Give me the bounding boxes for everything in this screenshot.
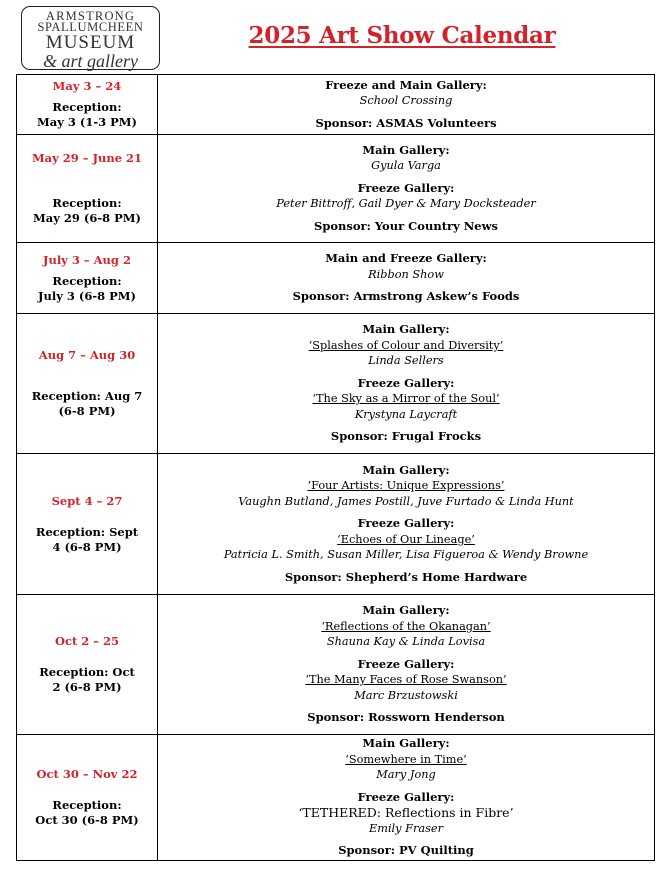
sponsor: Sponsor: Your Country News	[314, 218, 498, 233]
show-dates: Oct 2 – 25	[54, 634, 120, 648]
show-calendar-table	[16, 74, 655, 861]
gallery-label: Freeze Gallery:	[357, 516, 455, 531]
sponsor: Sponsor: ASMAS Volunteers	[315, 115, 497, 130]
gallery-label: Main Gallery:	[362, 142, 450, 157]
gallery-label: Freeze Gallery:	[357, 656, 455, 671]
reception-label: Reception:	[52, 798, 122, 812]
show-dates: Sept 4 – 27	[51, 493, 123, 508]
gallery-artist: Linda Sellers	[368, 354, 444, 368]
gallery-label: Main Gallery:	[362, 736, 450, 751]
gallery-label: Freeze Gallery:	[357, 789, 455, 804]
reception-time: Reception: Aug 7 (6-8 PM)	[31, 389, 143, 418]
reception-time: Reception: Oct 2 (6-8 PM)	[39, 665, 135, 694]
exhibition-title: ‘The Sky as a Mirror of the Soul’	[312, 392, 500, 406]
sponsor: Sponsor: Rossworn Henderson	[307, 710, 505, 725]
exhibition-title: ‘Echoes of Our Lineage’	[337, 532, 475, 546]
date-cell	[17, 314, 158, 454]
gallery-artist: Gyula Varga	[371, 159, 441, 173]
gallery-artist: School Crossing	[359, 94, 453, 108]
gallery-label: Freeze and Main Gallery:	[325, 77, 487, 92]
museum-logo	[21, 6, 160, 70]
reception-label: Reception:	[52, 273, 122, 288]
reception-time: Reception: Sept 4 (6-8 PM)	[35, 524, 139, 554]
date-cell	[17, 75, 158, 135]
logo-line-armstrong: ARMSTRONG	[45, 9, 136, 23]
exhibition-title: ‘Reflections of the Okanagan’	[321, 619, 491, 633]
table-row	[17, 135, 655, 243]
gallery-artist: Ribbon Show	[368, 267, 444, 281]
sponsor: Sponsor: Armstrong Askew’s Foods	[292, 289, 520, 304]
sponsor: Sponsor: Shepherd’s Home Hardware	[284, 569, 528, 584]
logo-line-art-gallery: & art gallery	[43, 51, 138, 71]
reception-time: July 3 (6-8 PM)	[38, 288, 136, 303]
table-row	[17, 735, 655, 861]
reception-label: Reception:	[52, 100, 122, 114]
show-dates: May 29 – June 21	[31, 151, 143, 165]
gallery-label: Freeze Gallery:	[357, 180, 455, 195]
gallery-cell	[158, 314, 655, 454]
date-cell	[17, 454, 158, 595]
exhibition-title: ‘TETHERED: Reflections in Fibre’	[298, 805, 514, 821]
gallery-cell	[158, 75, 655, 135]
date-cell	[17, 595, 158, 735]
table-row	[17, 314, 655, 454]
reception-time: Oct 30 (6-8 PM)	[35, 813, 139, 827]
gallery-cell	[158, 243, 655, 314]
gallery-artist: Emily Fraser	[368, 821, 443, 835]
page-title: 2025 Art Show Calendar	[248, 22, 556, 49]
gallery-cell	[158, 595, 655, 735]
reception-time: May 29 (6-8 PM)	[33, 211, 141, 225]
gallery-label: Main Gallery:	[362, 603, 450, 618]
reception-time: May 3 (1-3 PM)	[37, 115, 137, 129]
logo-line-museum: MUSEUM	[45, 32, 136, 53]
gallery-artist: Patricia L. Smith, Susan Miller, Lisa Figueroa & Wendy Browne	[223, 548, 589, 562]
gallery-label: Main Gallery:	[362, 462, 450, 477]
gallery-cell	[158, 454, 655, 595]
exhibition-title: ‘The Many Faces of Rose Swanson’	[305, 673, 507, 687]
gallery-artist: Marc Brzustowski	[354, 688, 458, 702]
table-row	[17, 75, 655, 135]
exhibition-title: ‘Splashes of Colour and Diversity’	[308, 338, 504, 352]
gallery-label: Freeze Gallery:	[357, 375, 455, 390]
gallery-artist: Krystyna Laycraft	[354, 407, 458, 421]
table-row	[17, 243, 655, 314]
gallery-artist: Shauna Kay & Linda Lovisa	[326, 635, 486, 649]
date-cell	[17, 135, 158, 243]
gallery-cell	[158, 135, 655, 243]
exhibition-title: ‘Somewhere in Time’	[345, 752, 467, 766]
logo-line-spallumcheen: SPALLUMCHEEN	[37, 20, 144, 34]
reception-label: Reception:	[52, 196, 122, 210]
show-dates: Oct 30 – Nov 22	[36, 767, 138, 781]
show-dates: July 3 – Aug 2	[43, 252, 131, 267]
gallery-cell	[158, 735, 655, 861]
gallery-label: Main and Freeze Gallery:	[325, 251, 487, 266]
gallery-artist: Peter Bittroff, Gail Dyer & Mary Docksteader	[276, 197, 536, 211]
gallery-artist: Mary Jong	[376, 768, 436, 782]
sponsor: Sponsor: Frugal Frocks	[330, 429, 482, 444]
exhibition-title: ‘Four Artists: Unique Expressions’	[307, 479, 505, 493]
sponsor: Sponsor: PV Quilting	[338, 843, 474, 858]
show-dates: May 3 – 24	[52, 79, 122, 93]
gallery-artist: Vaughn Butland, James Postill, Juve Furtado & Linda Hunt	[238, 494, 574, 508]
date-cell	[17, 243, 158, 314]
show-dates: Aug 7 – Aug 30	[38, 348, 136, 362]
table-row	[17, 454, 655, 595]
gallery-label: Main Gallery:	[362, 322, 450, 337]
table-row	[17, 595, 655, 735]
date-cell	[17, 735, 158, 861]
